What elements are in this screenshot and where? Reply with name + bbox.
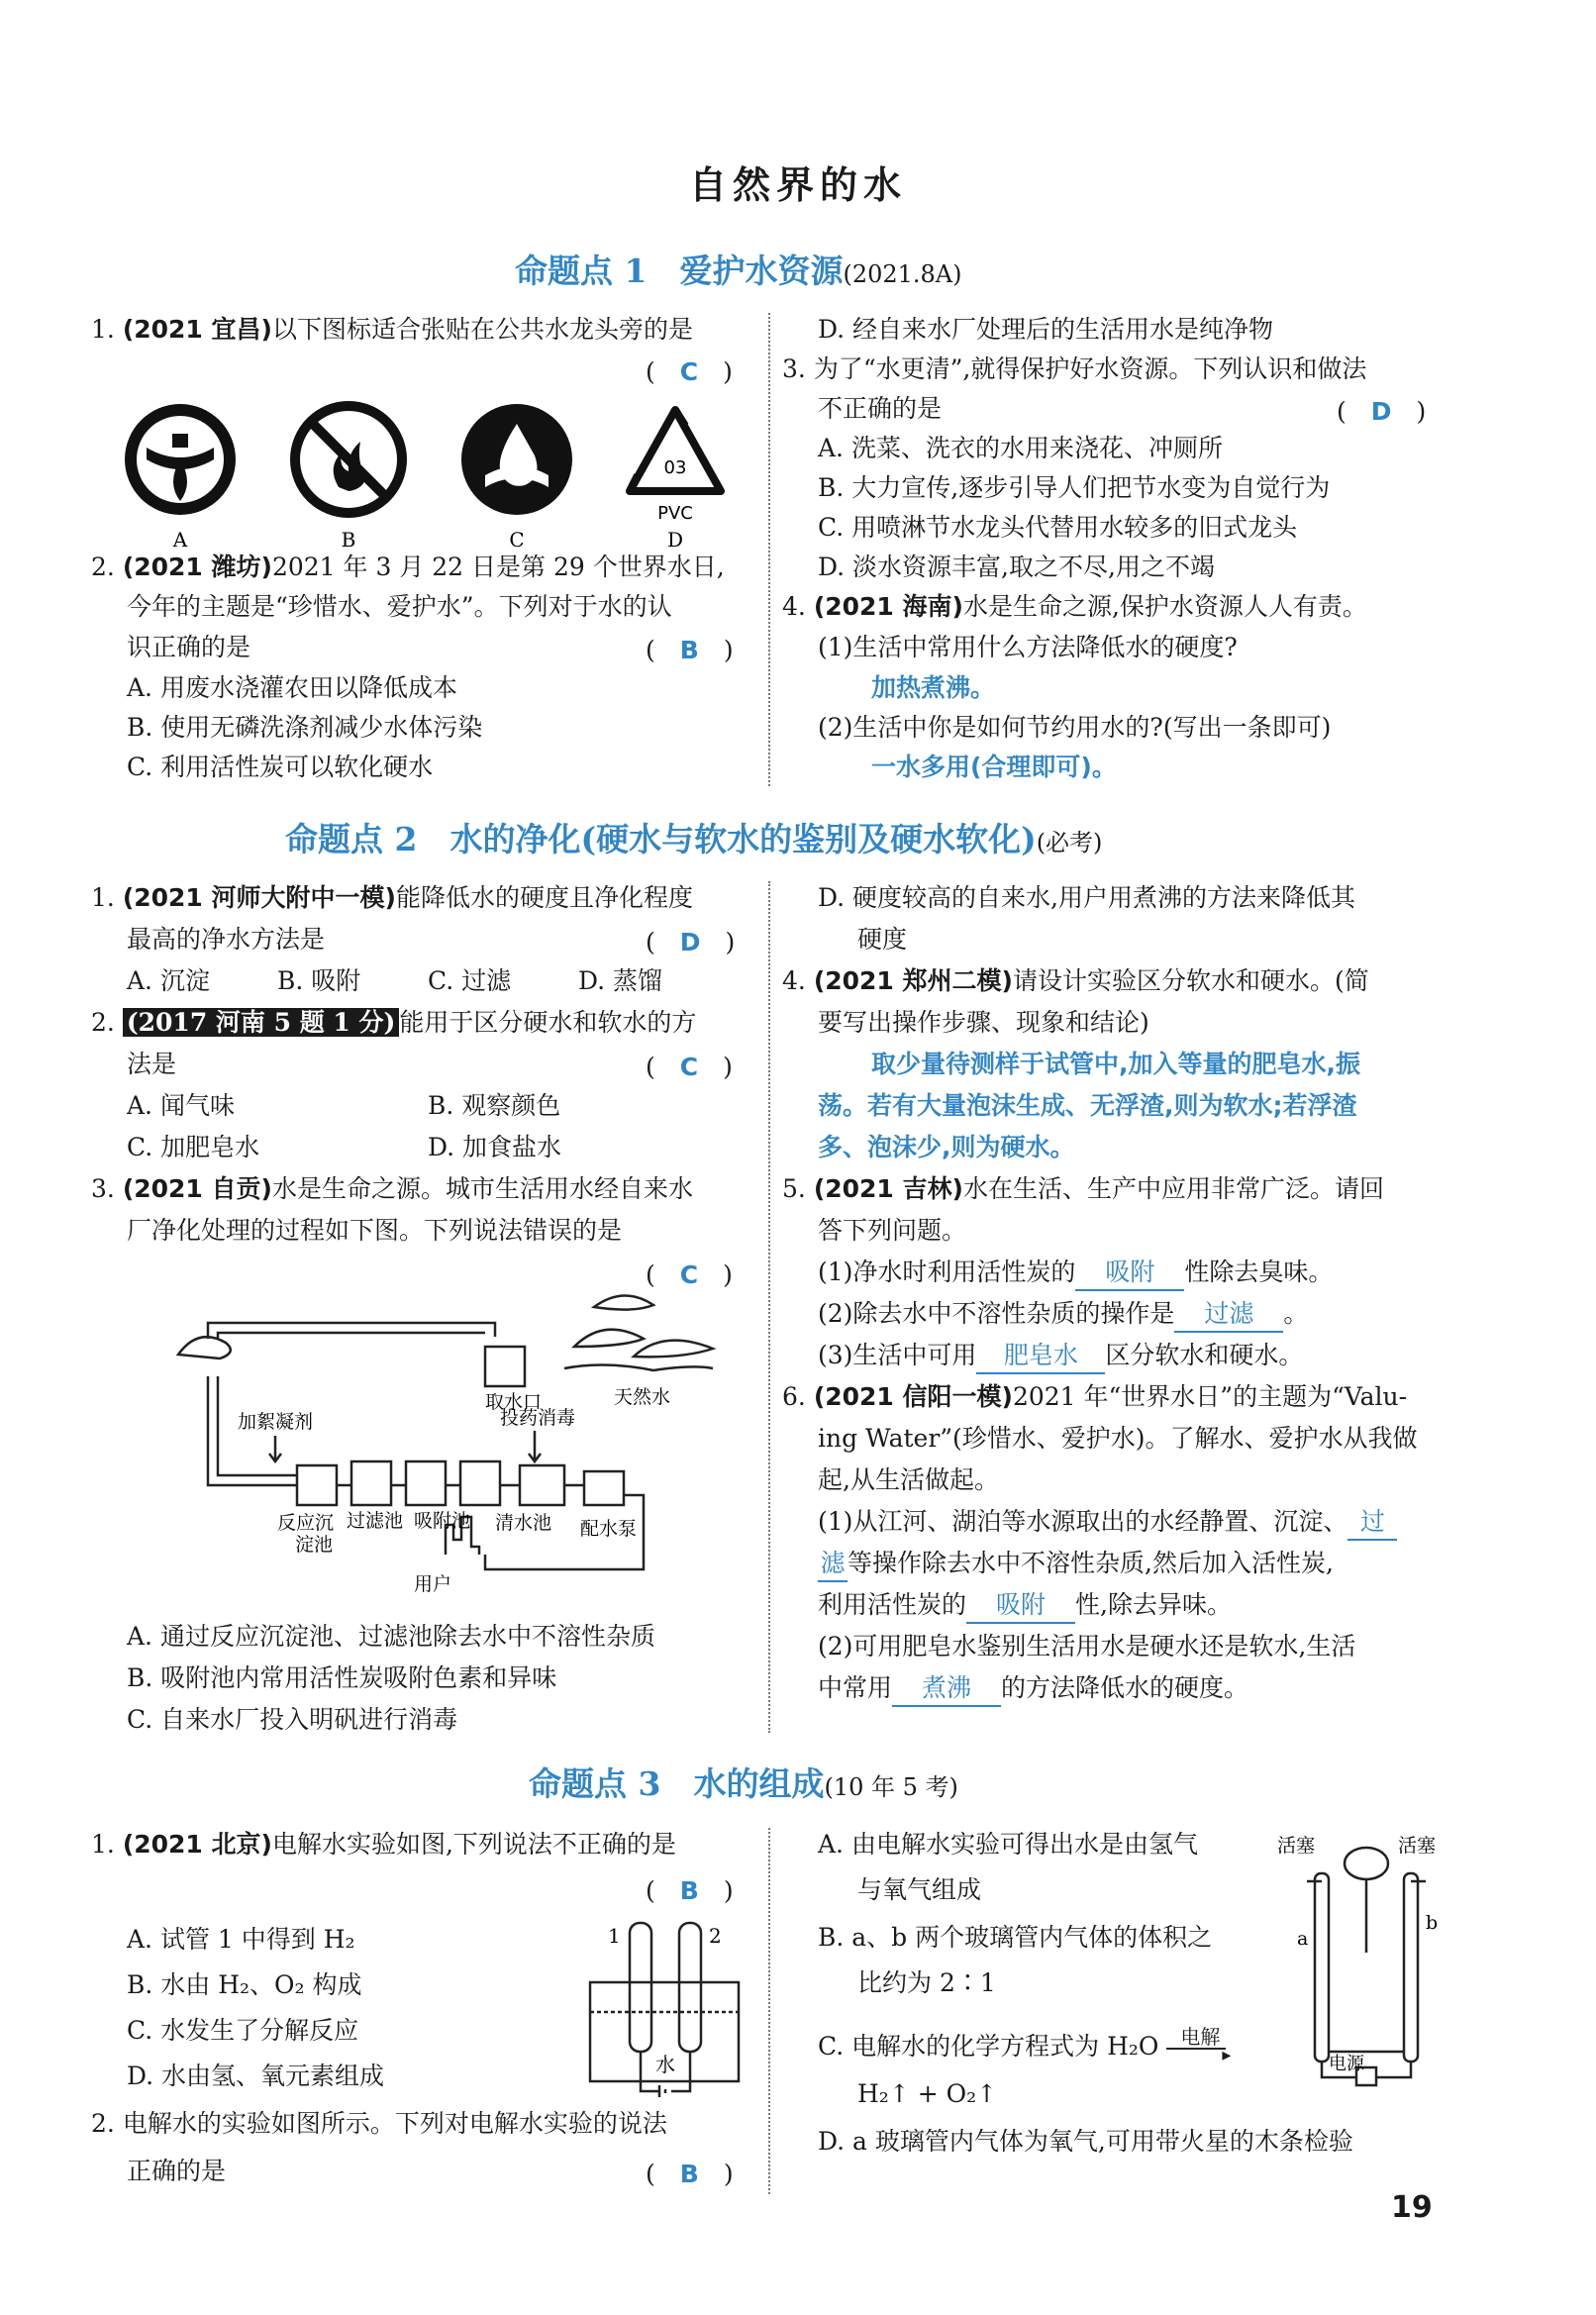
s2-q5 [782,1172,1384,1206]
s1-q4-a2: 一水多用(合理即可)。 [871,753,1117,781]
q-text: 能降低水的硬度且净化程度 [395,883,693,912]
q-num: 3. [91,1174,115,1203]
text: 性除去臭味。 [1184,1258,1334,1286]
tube-label-1: 1 [608,1924,621,1948]
s3-q2-opt-c1 [818,2024,1236,2065]
s3-q2-opt-c2: H₂↑ + O₂↑ [857,2079,998,2108]
s2-q5-p3 [818,1339,1303,1374]
q-source: (2021 海南) [813,592,963,621]
diagram-label-coagulant: 加絮凝剂 [238,1411,314,1433]
diagram-label-intake: 取水口 [485,1391,543,1413]
tube-label-2: 2 [709,1924,722,1948]
q-num: 2. [91,1008,115,1037]
tube-label-a: a [1297,1928,1309,1950]
s2-q4-line2: 要写出操作步骤、现象和结论) [818,1008,1149,1037]
water-label: 水 [655,2053,675,2076]
answer: D [679,928,701,956]
section-heading-3-label: 命题点 3 水的组成 [529,1764,825,1803]
s3-q2-opt-b2: 比约为 2∶1 [857,1968,996,1997]
water-treatment-diagram [158,1287,752,1614]
diagram-label-disinfect: 投药消毒 [500,1407,576,1429]
diagram-label-user: 用户 [414,1573,452,1595]
answer-blank: 过滤 [1174,1297,1283,1333]
s3-q2-opt-b1: B. a、b 两个玻璃管内气体的体积之 [818,1923,1213,1952]
s2-q1-answer-bracket: ( D ) [646,928,736,956]
q-source: (2021 自贡) [122,1174,272,1203]
s3-q1 [91,1828,676,1862]
s1-q2-answer-bracket: ( B ) [646,636,734,664]
s2-q1-opt-c: C. 过滤 [428,966,512,995]
s2-q2-opt-c: C. 加肥皂水 [127,1133,260,1161]
s1-q1 [91,313,693,347]
answer: C [679,357,699,386]
q-num: 1. [91,315,115,344]
text: 中常用 [818,1673,893,1702]
section-heading-1-sub: (2021.8A) [843,260,962,288]
q-source: (2021 吉林) [813,1174,963,1203]
section-heading-2-sub: (必考) [1036,829,1103,856]
recycle-label: PVC [657,503,693,524]
answer: D [1370,397,1392,426]
diagram-label-pump: 配水泵 [580,1518,638,1540]
answer: B [679,2160,699,2188]
q-source: (2021 宜昌) [122,315,272,344]
water-drop-icon [461,404,572,515]
s2-q1-line2: 最高的净水方法是 [127,925,326,954]
s2-q1-opt-b: B. 吸附 [277,966,361,995]
s1-q3-opt-b: B. 大力宣传,逐步引导人们把节水变为自觉行为 [818,473,1331,502]
s3-q2-answer-bracket: ( B ) [646,2160,734,2188]
icon-label-c: C [509,528,525,552]
stopcock-label-right: 活塞 [1398,1835,1437,1857]
text: 利用活性炭的 [818,1590,967,1619]
section-heading-3 [529,1759,958,1805]
water-saving-icon [125,404,236,515]
s2-q2-line2: 法是 [127,1050,177,1078]
q-num: 4. [782,966,806,995]
q-source: (2021 潍坊) [122,553,272,581]
s3-q2-line2: 正确的是 [127,2157,227,2185]
recycle-code: 03 [663,457,687,478]
answer-blank: 滤 [818,1547,848,1582]
q-text: 请设计实验区分软水和硬水。(简 [1012,966,1369,995]
s1-q3-opt-c: C. 用喷淋节水龙头代替用水较多的旧式龙头 [818,513,1298,542]
page-number: 19 [1391,2190,1433,2225]
section-heading-3-sub: (10 年 5 考) [824,1773,958,1801]
q-num: 6. [782,1382,806,1411]
s2-q1-opt-d: D. 蒸馏 [578,966,663,995]
s1-q4 [782,590,1367,624]
q-num: 4. [782,592,806,621]
q-source: (2021 北京) [122,1830,272,1859]
column-divider [768,1828,770,2194]
s3-q1-answer-bracket: ( B ) [646,1876,734,1905]
s2-q4-a2: 荡。若有大量泡沫生成、无浮渣,则为软水;若浮渣 [818,1091,1357,1120]
q-text: 水是生命之源。城市生活用水经自来水 [271,1174,693,1203]
s2-q5-line2: 答下列问题。 [818,1216,967,1245]
q-text: 电解水的实验如图所示。下列对电解水实验的说法 [122,2109,667,2138]
answer: C [679,1260,699,1289]
q-num: 3. [782,354,806,383]
icon-label-d: D [666,528,684,552]
s2-q3-opt-a: A. 通过反应沉淀池、过滤池除去水中不溶性杂质 [127,1622,655,1651]
s3-q2-opt-a2: 与氧气组成 [857,1875,982,1904]
s2-q6-p2-cont [818,1671,1248,1707]
answer-blank: 吸附 [966,1588,1075,1624]
q-text: 水是生命之源,保护水资源人人有责。 [962,592,1367,621]
q-text: 电解水实验如图,下列说法不正确的是 [271,1830,676,1859]
answer: C [679,1053,699,1081]
s2-q2-answer-bracket: ( C ) [646,1053,733,1081]
q-text: 能用于区分硬水和软水的方 [399,1008,697,1037]
answer: B [679,636,699,664]
s2-q6-p1 [818,1505,1397,1541]
stopcock-label-left: 活塞 [1277,1835,1316,1857]
q-num: 5. [782,1174,806,1203]
q-num: 1. [91,1830,115,1859]
s2-q1 [91,881,693,915]
s2-q3-opt-c: C. 自来水厂投入明矾进行消毒 [127,1705,458,1734]
section-heading-2-label: 命题点 2 水的净化(硬水与软水的鉴别及硬水软化) [285,820,1037,858]
s2-q3-opt-d2: 硬度 [857,925,908,954]
s1-q4-p1: (1)生活中常用什么方法降低水的硬度? [818,633,1238,661]
s2-q1-opt-a: A. 沉淀 [127,966,210,995]
column-divider [768,881,770,1733]
s1-q1-icons [119,398,752,556]
s1-q2-opt-c: C. 利用活性炭可以软化硬水 [127,753,434,781]
text: 。 [1283,1299,1309,1328]
diagram-label-clear: 清水池 [495,1512,552,1534]
q-num: 2. [91,553,115,581]
s1-q4-a1: 加热煮沸。 [871,673,996,702]
column-divider [768,313,770,786]
q-num: 1. [91,883,115,912]
q-text: 2021 年 3 月 22 日是第 29 个世界水日, [271,553,725,581]
s1-q3-answer-bracket: ( D ) [1337,397,1427,426]
s1-q2-opt-a: A. 用废水浇灌农田以降低成本 [127,673,457,702]
answer: B [679,1876,699,1905]
s3-q1-opt-b: B. 水由 H₂、O₂ 构成 [127,1970,362,1999]
s2-q3-answer-bracket: ( C ) [646,1260,733,1289]
s2-q5-p2 [818,1297,1308,1333]
s1-q2-opt-b: B. 使用无磷洗涤剂减少水体污染 [127,713,483,742]
diagram-label-natural: 天然水 [614,1386,671,1408]
s3-q2 [91,2107,667,2141]
s2-q4-a3: 多、泡沫少,则为硬水。 [818,1133,1075,1161]
q-text: 水在生活、生产中应用非常广泛。请回 [962,1174,1384,1203]
s2-q3 [91,1172,693,1206]
power-label: 电源 [1329,2054,1364,2074]
s2-q5-p1 [818,1256,1333,1291]
answer-blank: 吸附 [1075,1256,1184,1291]
s2-q2-opt-d: D. 加食盐水 [428,1133,562,1161]
s1-q2-opt-d: D. 经自来水厂处理后的生活用水是纯净物 [818,315,1274,344]
text: 等操作除去水中不溶性杂质,然后加入活性炭, [848,1549,1334,1577]
s3-q1-opt-d: D. 水由氢、氧元素组成 [127,2062,385,2090]
icon-label-b: B [341,528,356,552]
s2-q6-line2: ing Water”(珍惜水、爱护水)。了解水、爱护水从我做 [818,1424,1418,1453]
q-text: 为了“水更清”,就得保护好水资源。下列认识和做法 [813,354,1367,383]
recycle-icon [630,410,721,524]
section-heading-1-label: 命题点 1 爱护水资源 [515,252,844,290]
text: 性,除去异味。 [1075,1590,1232,1619]
s1-q3-opt-a: A. 洗菜、洗衣的水用来浇花、冲厕所 [818,434,1223,462]
s2-q6 [782,1380,1407,1414]
q-source: (2021 信阳一模) [813,1382,1013,1411]
text: (1)净水时利用活性炭的 [818,1258,1076,1286]
answer-blank: 肥皂水 [976,1339,1105,1374]
diagram-label-reaction: 反应沉 [277,1512,335,1534]
reaction-condition: 电解 [1180,2024,1221,2049]
text: 的方法降低水的硬度。 [1001,1673,1249,1702]
page-title: 自然界的水 [688,163,907,207]
s1-q2-line3: 识正确的是 [127,633,251,661]
answer-blank: 过 [1347,1505,1397,1541]
s1-q1-answer-bracket: ( C ) [646,357,733,386]
text: (3)生活中可用 [818,1341,977,1369]
icon-label-a: A [172,528,188,552]
s2-q2-opt-b: B. 观察颜色 [428,1091,561,1120]
diagram-label-reaction2: 淀池 [295,1534,334,1556]
s3-q2-opt-d: D. a 玻璃管内气体为氧气,可用带火星的木条检验 [818,2127,1353,2156]
text: C. 电解水的化学方程式为 H₂O [818,2032,1159,2061]
s2-q6-line3: 起,从生活做起。 [818,1465,999,1494]
s2-q3-opt-b: B. 吸附池内常用活性炭吸附色素和异味 [127,1663,557,1692]
text: 区分软水和硬水。 [1105,1341,1304,1369]
s3-q1-opt-c: C. 水发生了分解反应 [127,2016,359,2045]
q-text: 2021 年“世界水日”的主题为“Valu- [1012,1382,1408,1411]
s2-q2-opt-a: A. 闻气味 [127,1091,235,1120]
s3-q2-opt-a1: A. 由电解水实验可得出水是由氢气 [818,1830,1198,1859]
electrolysis-diagram-2 [1277,1834,1455,2091]
q-source: (2021 郑州二模) [813,966,1013,995]
s1-q3 [782,352,1366,386]
no-fire-icon [295,406,402,513]
section-heading-2 [285,814,1102,860]
diagram-label-filter: 过滤池 [347,1510,404,1532]
q-num: 2. [91,2109,115,2138]
s2-q2 [91,1006,696,1040]
text: (1)从江河、湖泊等水源取出的水经静置、沉淀、 [818,1507,1348,1536]
section-heading-1 [515,246,962,292]
electrolysis-diagram-1 [580,1913,748,2101]
q-source-highlight: (2017 河南 5 题 1 分) [123,1008,400,1037]
s2-q3-opt-d1: D. 硬度较高的自来水,用户用煮沸的方法来降低其 [818,883,1355,912]
s1-q2 [91,551,725,584]
s1-q4-p2: (2)生活中你是如何节约用水的?(写出一条即可) [818,713,1332,742]
text: (2)除去水中不溶性杂质的操作是 [818,1299,1175,1328]
s1-q2-line2: 今年的主题是“珍惜水、爱护水”。下列对于水的认 [127,592,672,621]
s2-q6-p2: (2)可用肥皂水鉴别生活用水是硬水还是软水,生活 [818,1632,1356,1661]
s1-q3-line2: 不正确的是 [818,394,943,423]
s1-q3-opt-d: D. 淡水资源丰富,取之不尽,用之不竭 [818,553,1215,581]
diagram-label-adsorb: 吸附池 [414,1510,471,1532]
s2-q4-a1: 取少量待测样于试管中,加入等量的肥皂水,振 [871,1050,1360,1078]
s2-q4 [782,964,1369,998]
s2-q6-p1-cont [818,1547,1334,1582]
s3-q1-opt-a: A. 试管 1 中得到 H₂ [127,1925,355,1954]
q-source: (2021 河师大附中一模) [122,883,396,912]
tube-label-b: b [1426,1912,1439,1934]
s2-q6-p1-cont2 [818,1588,1232,1624]
reaction-arrow: 电解 ▸ [1166,2034,1236,2063]
q-text: 以下图标适合张贴在公共水龙头旁的是 [271,315,693,344]
s2-q3-line2: 厂净化处理的过程如下图。下列说法错误的是 [127,1216,623,1245]
answer-blank: 煮沸 [892,1671,1001,1707]
